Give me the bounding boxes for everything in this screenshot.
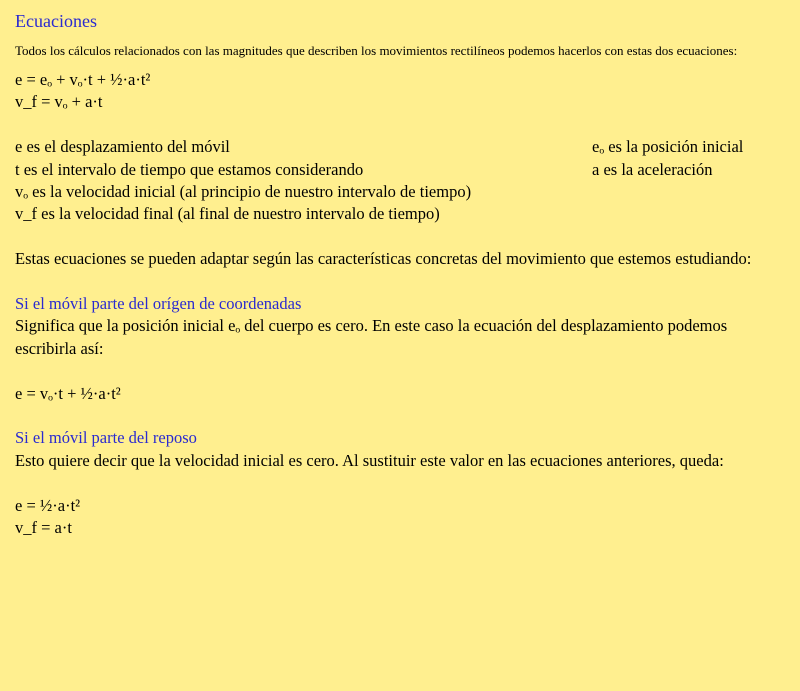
spacer (15, 405, 764, 427)
equation-rest-velocity: v_f = a·t (15, 518, 72, 538)
equation-origin: e = vₒ·t + ½·a·t² (15, 383, 121, 403)
definition-initial-position: eₒ es la posición inicial (592, 137, 744, 157)
spacer (15, 114, 764, 136)
equation-displacement: e = eₒ + vₒ·t + ½·a·t² (15, 70, 151, 89)
page-title: Ecuaciones (15, 11, 97, 31)
definition-row-2 (15, 159, 764, 181)
definition-final-velocity: v_f es la velocidad final (al final de nuestro intervalo de tiempo) (15, 204, 440, 224)
definition-initial-velocity: vₒ es la velocidad inicial (al principio de nuestro intervalo de tiempo) (15, 182, 472, 202)
intro-paragraph: Todos los cálculos relacionados con las magnitudes que describen los movimientos rectilíneos podemos hacerlos con estas dos ecuaciones: (15, 43, 738, 58)
spacer (15, 472, 764, 494)
spacer (15, 226, 764, 248)
section-text-rest: Esto quiere decir que la velocidad inicial es cero. Al sustituir este valor en las ecuaciones anteriores, queda: (15, 450, 724, 470)
definition-row-1 (15, 136, 764, 158)
adapt-paragraph: Estas ecuaciones se pueden adaptar según las características concretas del movimiento que estemos estudiando: (15, 249, 752, 269)
definition-displacement: e es el desplazamiento del móvil (15, 137, 230, 157)
section-heading-rest: Si el móvil parte del reposo (15, 428, 197, 448)
spacer (15, 360, 764, 382)
definition-time-interval: t es el intervalo de tiempo que estamos considerando (15, 159, 364, 179)
equation-final-velocity: v_f = vₒ + a·t (15, 92, 103, 112)
section-text-origin: Significa que la posición inicial eₒ del cuerpo es cero. En este caso la ecuación del desplazamiento podemos escribirla así: (15, 316, 728, 358)
spacer (15, 271, 764, 293)
definition-acceleration: a es la aceleración (592, 159, 713, 179)
equation-rest-displacement: e = ½·a·t² (15, 495, 81, 515)
section-heading-origin: Si el móvil parte del orígen de coordenadas (15, 294, 302, 314)
